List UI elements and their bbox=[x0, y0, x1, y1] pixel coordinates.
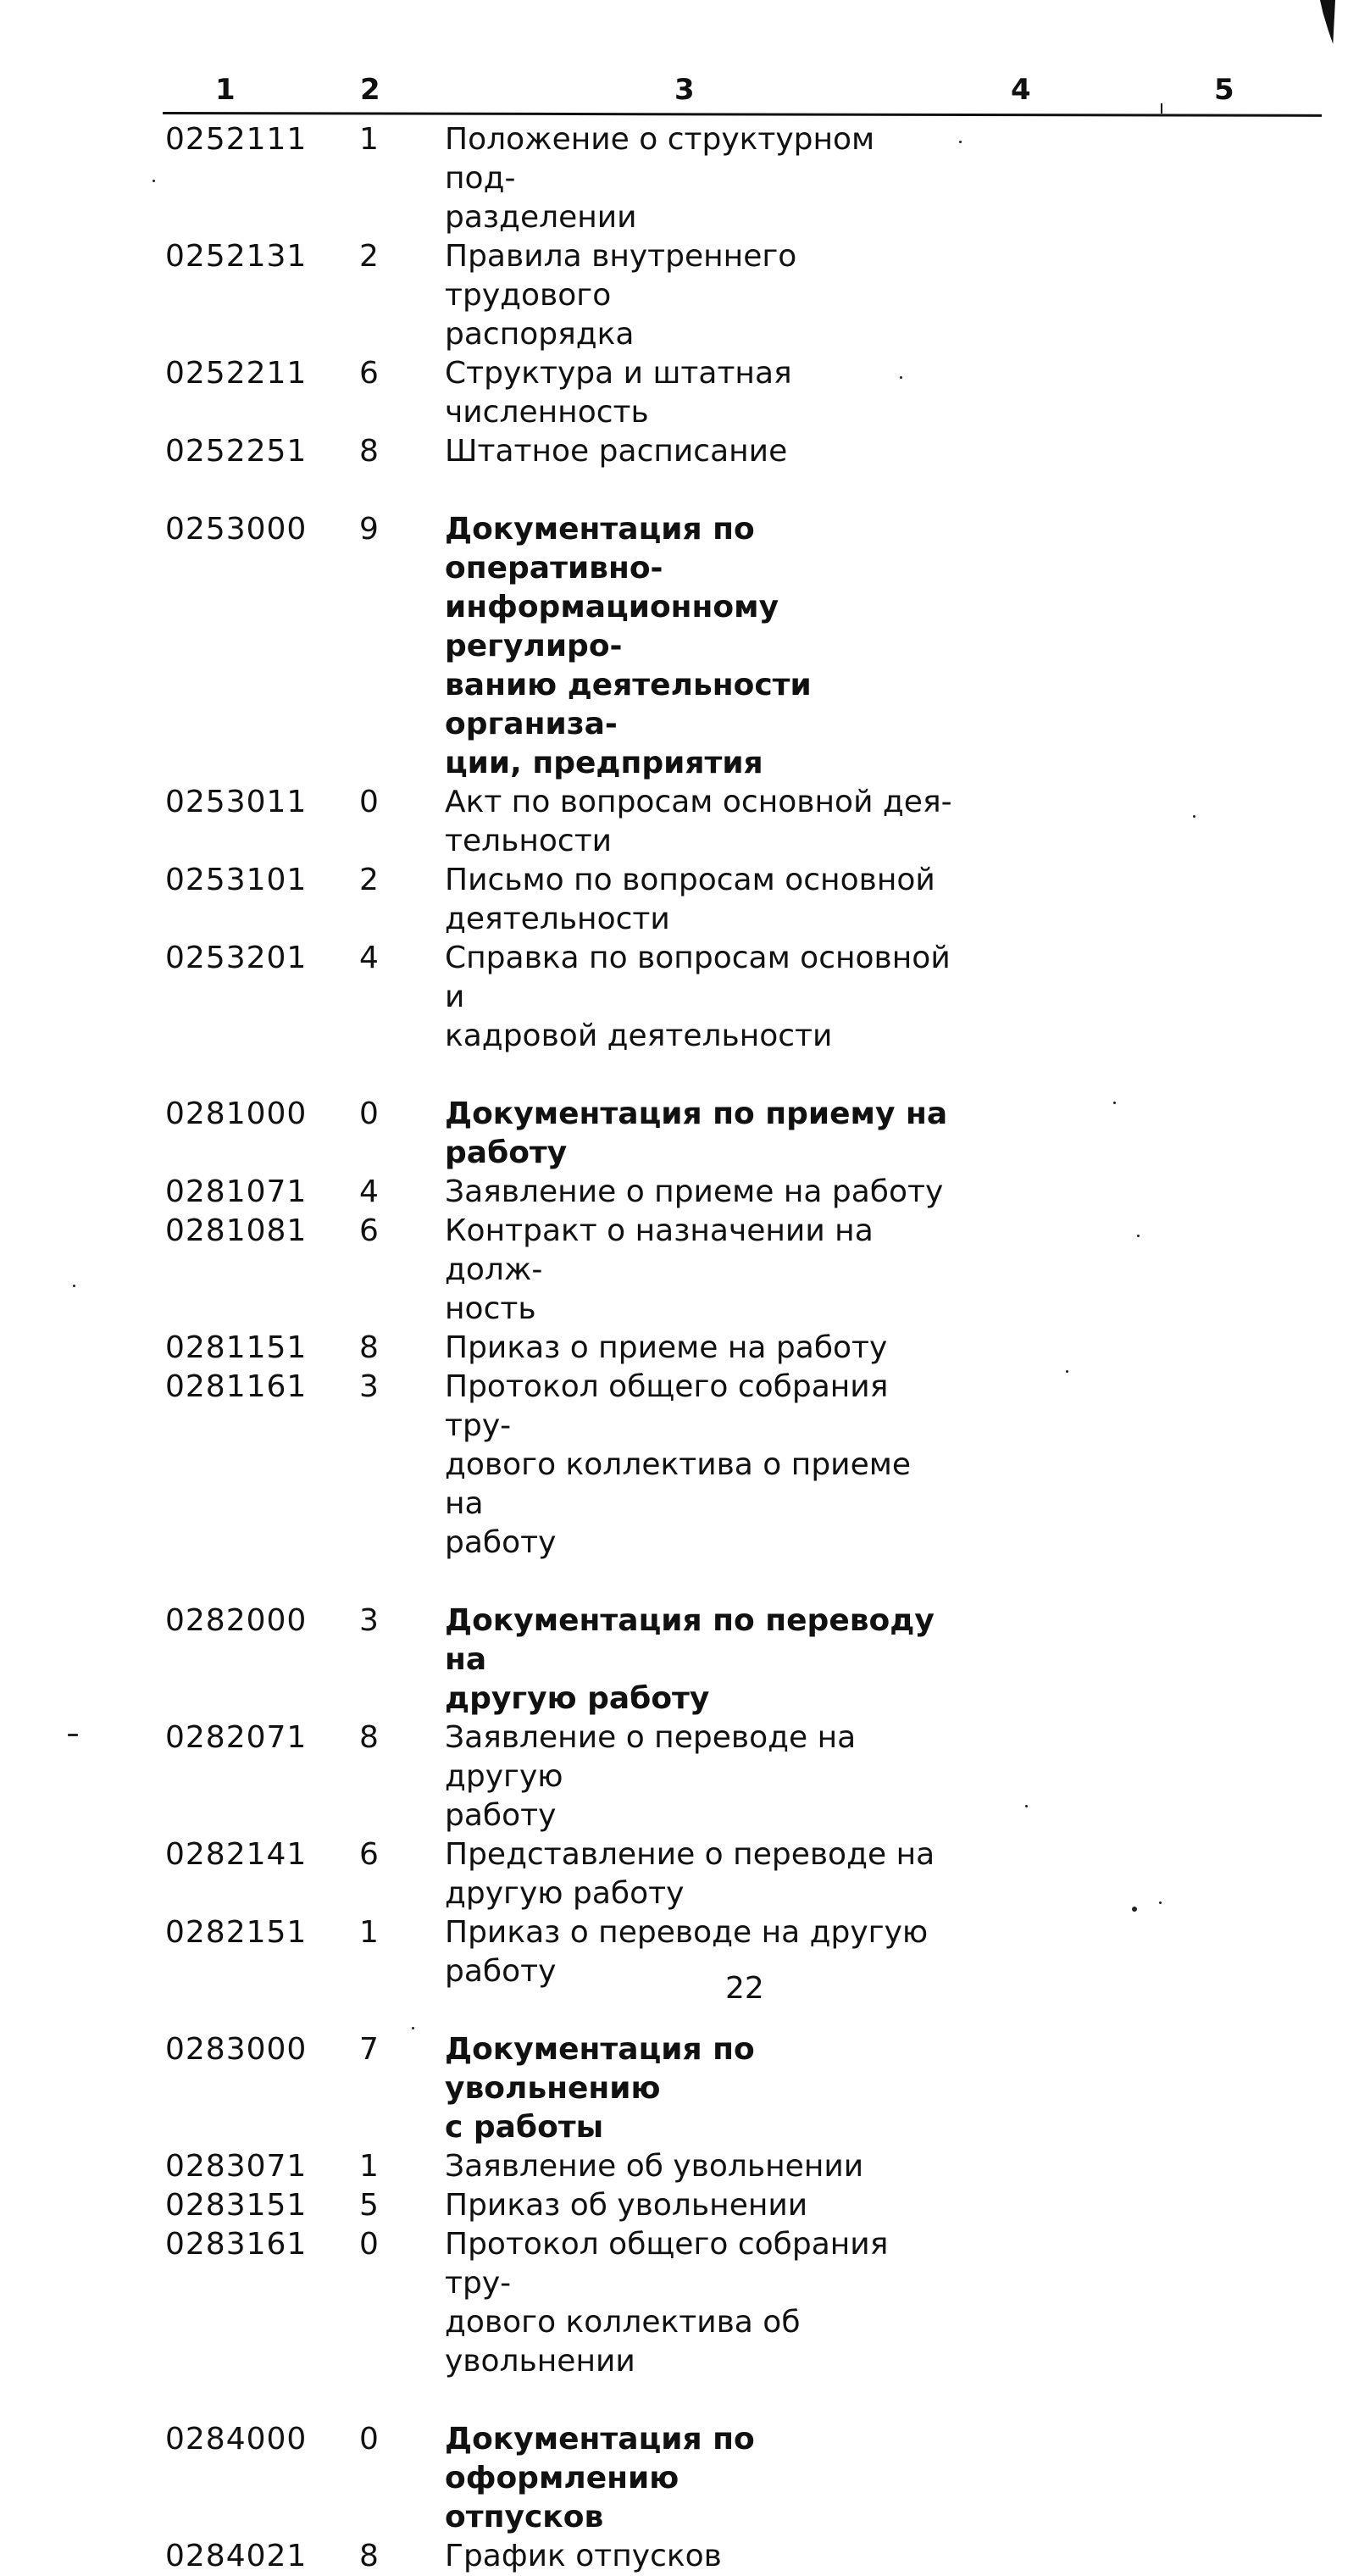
table-row bbox=[0, 1718, 1370, 1835]
header-tick bbox=[1161, 103, 1162, 114]
document-code: 0281000 bbox=[165, 1096, 308, 1131]
scan-speck bbox=[1137, 1235, 1140, 1237]
table-row bbox=[0, 1835, 1370, 1913]
table-row bbox=[0, 2537, 1370, 2576]
control-number: 7 bbox=[359, 2032, 379, 2067]
section-row bbox=[0, 510, 1370, 783]
scan-speck bbox=[1066, 1370, 1068, 1373]
scan-speck bbox=[73, 1285, 75, 1287]
control-number: 3 bbox=[359, 1603, 379, 1638]
section-row bbox=[0, 2420, 1370, 2537]
document-code: 0253101 bbox=[165, 863, 308, 897]
control-number: 1 bbox=[359, 1915, 379, 1950]
document-code: 0253000 bbox=[165, 512, 308, 547]
column-header-1: 1 bbox=[215, 73, 236, 107]
control-number: 8 bbox=[359, 2539, 379, 2573]
document-code: 0252211 bbox=[165, 356, 308, 391]
table-row bbox=[0, 432, 1370, 471]
scan-speck bbox=[1193, 815, 1195, 818]
document-code: 0253201 bbox=[165, 941, 308, 975]
document-code: 0252131 bbox=[165, 239, 308, 274]
control-number: 4 bbox=[359, 1174, 379, 1209]
scan-speck bbox=[1132, 1907, 1137, 1912]
control-number: 5 bbox=[359, 2188, 379, 2223]
document-name: Положение о структурном под- разделении bbox=[445, 122, 875, 235]
table-row bbox=[0, 354, 1370, 432]
document-code: 0282151 bbox=[165, 1915, 308, 1950]
header-rule bbox=[163, 112, 1322, 117]
table-row bbox=[0, 1368, 1370, 1563]
document-name: Акт по вопросам основной дея- тельности bbox=[445, 785, 952, 858]
control-number: 4 bbox=[359, 941, 379, 975]
table-row bbox=[0, 237, 1370, 354]
control-number: 0 bbox=[359, 1096, 379, 1131]
page-number: 22 bbox=[725, 1971, 764, 2006]
control-number: 0 bbox=[359, 2227, 379, 2262]
document-name: График отпусков bbox=[445, 2539, 722, 2573]
document-code: 0284021 bbox=[165, 2539, 308, 2573]
scan-speck bbox=[1113, 1102, 1116, 1104]
column-header-3: 3 bbox=[674, 73, 695, 107]
document-name: Справка по вопросам основной и кадровой деятельности bbox=[445, 941, 951, 1053]
document-name: Письмо по вопросам основной деятельности bbox=[445, 863, 935, 936]
document-code: 0283161 bbox=[165, 2227, 308, 2262]
document-name: Представление о переводе на другую работу bbox=[445, 1837, 935, 1911]
control-number: 6 bbox=[359, 1837, 379, 1872]
control-number: 0 bbox=[359, 785, 379, 819]
table-row bbox=[0, 2225, 1370, 2381]
control-number: 2 bbox=[359, 239, 379, 274]
document-code: 0281151 bbox=[165, 1330, 308, 1365]
control-number: 8 bbox=[359, 1330, 379, 1365]
document-name: Заявление о приеме на работу bbox=[445, 1174, 944, 1209]
control-number: 8 bbox=[359, 434, 379, 469]
document-code: 0252251 bbox=[165, 434, 308, 469]
document-code: 0282141 bbox=[165, 1837, 308, 1872]
section-row bbox=[0, 2030, 1370, 2147]
document-code: 0281071 bbox=[165, 1174, 308, 1209]
control-number: 8 bbox=[359, 1720, 379, 1755]
section-row bbox=[0, 1602, 1370, 1718]
control-number: 6 bbox=[359, 356, 379, 391]
scan-speck bbox=[959, 141, 962, 143]
document-code: 0284000 bbox=[165, 2422, 308, 2457]
scan-speck bbox=[900, 376, 902, 379]
table-row bbox=[0, 939, 1370, 1056]
column-header-5: 5 bbox=[1214, 73, 1234, 107]
scan-speck bbox=[1159, 1901, 1162, 1904]
document-name: Структура и штатная численность bbox=[445, 356, 792, 430]
table-row bbox=[0, 1913, 1370, 1991]
table-row bbox=[0, 861, 1370, 939]
table-row bbox=[0, 2147, 1370, 2186]
control-number: 1 bbox=[359, 2149, 379, 2184]
document-name: Заявление об увольнении bbox=[445, 2149, 864, 2184]
control-number: 9 bbox=[359, 512, 379, 547]
document-name: Приказ о переводе на другую работу bbox=[445, 1915, 929, 1989]
document-code: 0253011 bbox=[165, 785, 308, 819]
section-title: Документация по оформлению отпусков bbox=[445, 2422, 755, 2534]
document-name: Штатное расписание bbox=[445, 434, 788, 469]
column-header-2: 2 bbox=[360, 73, 380, 107]
document-name: Приказ о приеме на работу bbox=[445, 1330, 888, 1365]
scan-speck bbox=[68, 1734, 78, 1736]
control-number: 0 bbox=[359, 2422, 379, 2457]
section-title: Документация по увольнению с работы bbox=[445, 2032, 755, 2145]
table-row bbox=[0, 1173, 1370, 1212]
table-row bbox=[0, 2186, 1370, 2225]
document-code: 0281081 bbox=[165, 1213, 308, 1248]
column-header-4: 4 bbox=[1011, 73, 1031, 107]
scan-speck bbox=[1025, 1805, 1028, 1807]
section-row bbox=[0, 1095, 1370, 1173]
scan-speck bbox=[153, 180, 155, 182]
section-title: Документация по оперативно- информационному регулиро- ванию деятельности организа- ции, предприятия bbox=[445, 512, 812, 780]
document-code: 0283000 bbox=[165, 2032, 308, 2067]
document-code: 0282000 bbox=[165, 1603, 308, 1638]
document-code: 0252111 bbox=[165, 122, 308, 157]
table-row bbox=[0, 783, 1370, 861]
document-name: Контракт о назначении на долж- ность bbox=[445, 1213, 874, 1326]
document-name: Протокол общего собрания тру- дового коллектива о приеме на работу bbox=[445, 1369, 912, 1560]
table-row bbox=[0, 120, 1370, 237]
document-code: 0283071 bbox=[165, 2149, 308, 2184]
control-number: 1 bbox=[359, 122, 379, 157]
control-number: 3 bbox=[359, 1369, 379, 1404]
section-title: Документация по приему на работу bbox=[445, 1096, 948, 1170]
document-name: Протокол общего собрания тру- дового коллектива об увольнении bbox=[445, 2227, 889, 2379]
control-number: 6 bbox=[359, 1213, 379, 1248]
table-row bbox=[0, 1212, 1370, 1329]
document-name: Заявление о переводе на другую работу bbox=[445, 1720, 857, 1833]
scan-speck bbox=[412, 2027, 414, 2029]
control-number: 2 bbox=[359, 863, 379, 897]
classifier-table bbox=[0, 120, 1370, 2576]
document-code: 0282071 bbox=[165, 1720, 308, 1755]
table-row bbox=[0, 1329, 1370, 1368]
document-name: Приказ об увольнении bbox=[445, 2188, 808, 2223]
document-code: 0281161 bbox=[165, 1369, 308, 1404]
document-code: 0283151 bbox=[165, 2188, 308, 2223]
section-title: Документация по переводу на другую работу bbox=[445, 1603, 935, 1716]
scan-mark bbox=[1320, 0, 1335, 44]
document-name: Правила внутреннего трудового распорядка bbox=[445, 239, 797, 352]
